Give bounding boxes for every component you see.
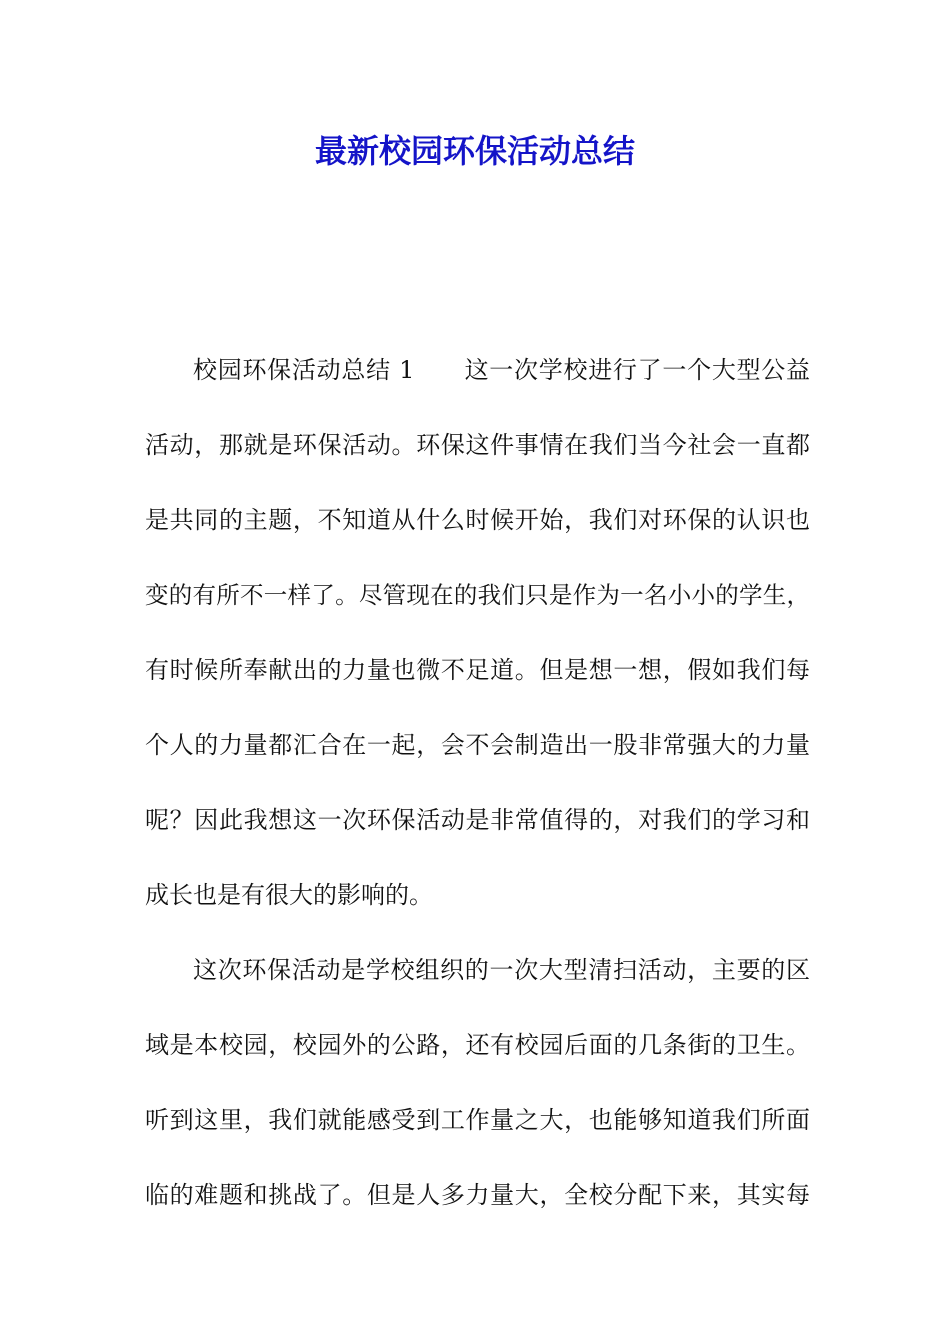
- paragraph-line: 有时候所奉献出的力量也微不足道。但是想一想，假如我们每: [145, 656, 810, 684]
- paragraph-1: [145, 333, 810, 933]
- paragraph-line: 域是本校园，校园外的公路，还有校园后面的几条街的卫生。: [145, 1031, 810, 1059]
- paragraph-line: 成长也是有很大的影响的。: [145, 881, 433, 909]
- paragraph-line: 是共同的主题，不知道从什么时候开始，我们对环保的认识也: [145, 506, 810, 534]
- paragraph-line: 校园环保活动总结 1 这一次学校进行了一个大型公益: [193, 356, 810, 384]
- paragraph-line: 个人的力量都汇合在一起，会不会制造出一股非常强大的力量: [145, 731, 810, 759]
- document-body: [145, 333, 810, 1233]
- paragraph-line: 这次环保活动是学校组织的一次大型清扫活动，主要的区: [193, 956, 810, 984]
- paragraph-line: 呢？因此我想这一次环保活动是非常值得的，对我们的学习和: [145, 806, 810, 834]
- paragraph-line: 听到这里，我们就能感受到工作量之大，也能够知道我们所面: [145, 1106, 810, 1134]
- paragraph-line: 临的难题和挑战了。但是人多力量大，全校分配下来，其实每: [145, 1181, 810, 1209]
- document-title: 最新校园环保活动总结: [314, 132, 635, 170]
- paragraph-2: [145, 933, 810, 1233]
- paragraph-line: 活动，那就是环保活动。环保这件事情在我们当今社会一直都: [145, 431, 810, 459]
- paragraph-line: 变的有所不一样了。尽管现在的我们只是作为一名小小的学生，: [145, 581, 810, 609]
